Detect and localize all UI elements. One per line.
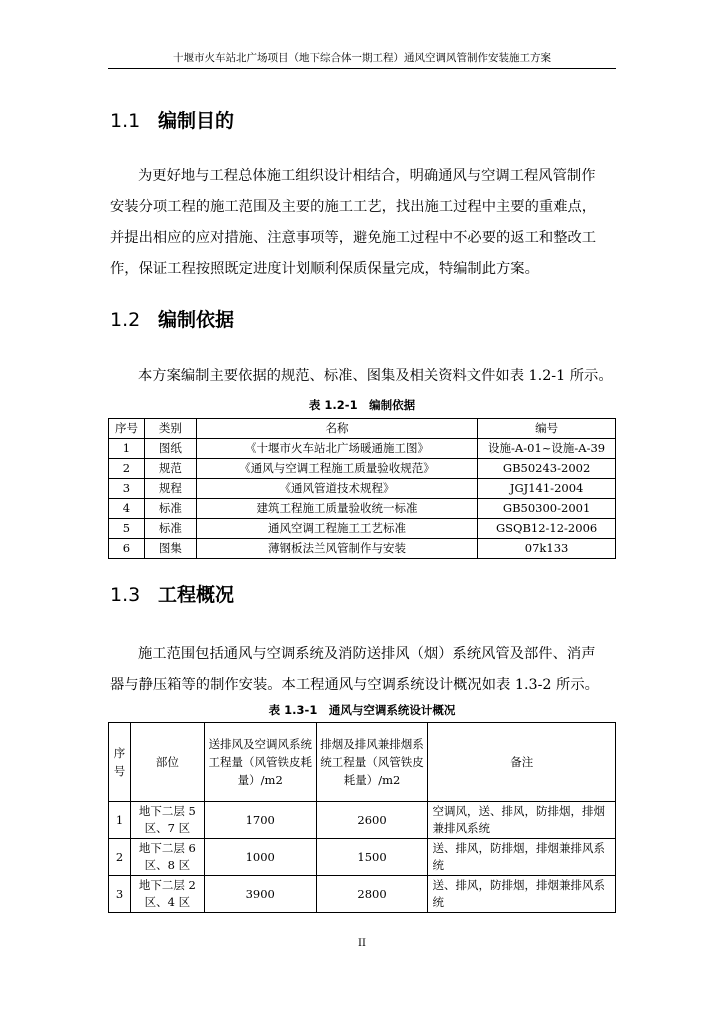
table-cell: GB50243-2002 [478,459,616,479]
table-header-cell: 类别 [144,419,196,439]
table-row [109,539,616,559]
table-header-row [109,419,616,439]
section-number: 1.2 [110,309,141,331]
table-row [109,499,616,519]
table-header-cell: 序号 [109,419,145,439]
table-cell: 2 [109,459,145,479]
table-header-cell: 序号 [109,723,131,802]
section-title: 工程概况 [158,584,235,606]
section-title: 编制依据 [158,309,235,331]
paragraph-line: 作，保证工程按照既定进度计划顺利保质保量完成，特编制此方案。 [110,261,539,277]
paragraph-line: 安装分项工程的施工范围及主要的施工工艺，找出施工过程中主要的重难点， [110,199,597,215]
table-cell: 空调风，送、排风，防排烟，排烟兼排风系统 [428,802,616,839]
section-heading [110,580,234,607]
paragraph-line: 器与静压箱等的制作安装。本工程通风与空调系统设计概况如表 1.3-2 所示。 [110,677,599,693]
table-cell: 5 [109,519,145,539]
section-heading [110,305,234,332]
section-title: 编制目的 [158,110,235,132]
table-cell: 《十堰市火车站北广场暖通施工图》 [196,439,477,459]
table-cell: 《通风管道技术规程》 [196,479,477,499]
table-caption: 表 1.2-1 编制依据 [308,398,416,412]
table-cell: 建筑工程施工质量验收统一标准 [196,499,477,519]
table-cell: 1000 [204,839,316,876]
table-cell: 薄钢板法兰风管制作与安装 [196,539,477,559]
table-row [109,519,616,539]
table-row [109,876,616,913]
table-cell: 3900 [204,876,316,913]
table-cell: 1 [109,439,145,459]
table-header-cell: 排烟及排风兼排烟系统工程量（风管铁皮耗量）/m2 [316,723,428,802]
table-header-cell: 名称 [196,419,477,439]
table-header-cell: 编号 [478,419,616,439]
paragraph-line: 本方案编制主要依据的规范、标准、图集及相关资料文件如表 1.2-1 所示。 [138,368,613,384]
section-number: 1.3 [110,584,141,606]
page-header: 十堰市火车站北广场项目（地下综合体一期工程）通风空调风管制作安装施工方案 [108,50,616,69]
table-row [109,802,616,839]
table-cell: 送、排风，防排烟，排烟兼排风系统 [428,876,616,913]
table-cell: 通风空调工程施工工艺标准 [196,519,477,539]
table-cell: 07k133 [478,539,616,559]
table-cell: 《通风与空调工程施工质量验收规范》 [196,459,477,479]
table-cell: 地下二层 2 区、4 区 [130,876,204,913]
table-cell: 标准 [144,519,196,539]
paragraph-line: 并提出相应的应对措施、注意事项等，避免施工过程中不必要的返工和整改工 [110,230,597,246]
table-cell: 1700 [204,802,316,839]
table-header-cell: 部位 [130,723,204,802]
table-cell: 标准 [144,499,196,519]
table-cell: GB50300-2001 [478,499,616,519]
table-cell: 1500 [316,839,428,876]
table-cell: GSQB12-12-2006 [478,519,616,539]
table-cell: 1 [109,802,131,839]
table-cell: 设施-A-01~设施-A-39 [478,439,616,459]
table-cell: 图集 [144,539,196,559]
table-cell: 3 [109,479,145,499]
table-cell: 地下二层 6 区、8 区 [130,839,204,876]
section-number: 1.1 [110,110,141,132]
system-overview-table [108,722,616,913]
paragraph-line: 施工范围包括通风与空调系统及消防送排风（烟）系统风管及部件、消声 [138,646,596,662]
table-cell: 规范 [144,459,196,479]
table-row [109,479,616,499]
table-cell: JGJ141-2004 [478,479,616,499]
table-cell: 3 [109,876,131,913]
table-cell: 地下二层 5 区、7 区 [130,802,204,839]
table-cell: 图纸 [144,439,196,459]
table-row [109,439,616,459]
table-header-cell: 送排风及空调风系统工程量（风管铁皮耗量）/m2 [204,723,316,802]
table-header-cell: 备注 [428,723,616,802]
paragraph-purpose [110,161,616,285]
table-cell: 2 [109,839,131,876]
page-number: II [358,938,366,949]
table-cell: 6 [109,539,145,559]
paragraph-line: 为更好地与工程总体施工组织设计相结合，明确通风与空调工程风管制作 [138,168,596,184]
table-cell: 4 [109,499,145,519]
table-cell: 2800 [316,876,428,913]
table-header-row [109,723,616,802]
table-cell: 规程 [144,479,196,499]
table-row [109,459,616,479]
table-row [109,839,616,876]
table-caption: 表 1.3-1 通风与空调系统设计概况 [268,703,456,717]
basis-table [108,418,616,559]
table-cell: 送、排风，防排烟，排烟兼排风系统 [428,839,616,876]
table-cell: 2600 [316,802,428,839]
paragraph-basis [138,361,628,392]
paragraph-overview [110,639,616,701]
section-heading [110,106,234,133]
